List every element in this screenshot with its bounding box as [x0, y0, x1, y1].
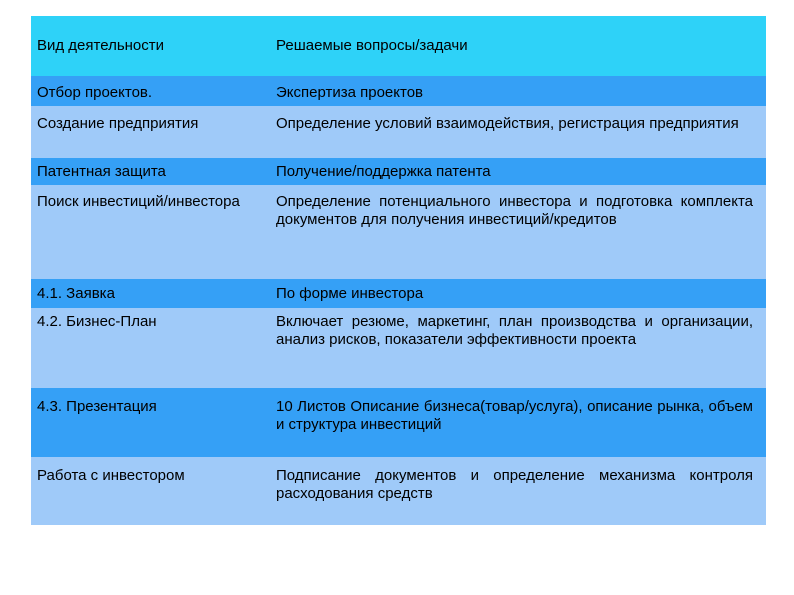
row-tasks: По форме инвестора	[276, 285, 424, 302]
table-row	[31, 106, 766, 158]
table-row	[31, 185, 766, 279]
row-tasks: Определение условий взаимодействия, регистрация предприятия	[276, 115, 739, 132]
row-tasks: Подписание документов и определение механизма контроля расходования средств	[276, 467, 753, 502]
header-activity: Вид деятельности	[37, 37, 165, 54]
table-header-row	[31, 16, 766, 76]
row-activity: 4.2. Бизнес-План	[37, 313, 157, 330]
table-row	[31, 457, 766, 525]
row-tasks: Экспертиза проектов	[276, 84, 424, 101]
row-activity: 4.3. Презентация	[37, 398, 157, 415]
table-row	[31, 279, 766, 308]
row-activity: Патентная защита	[37, 163, 166, 180]
row-activity: Работа с инвестором	[37, 467, 185, 484]
row-activity: 4.1. Заявка	[37, 285, 115, 302]
row-activity: Создание предприятия	[37, 115, 199, 132]
table-row	[31, 388, 766, 457]
activities-table	[31, 16, 766, 525]
table-row	[31, 308, 766, 388]
row-tasks: 10 Листов Описание бизнеса(товар/услуга), описание рынка, объем и структура инвестиций	[276, 398, 753, 433]
row-tasks: Включает резюме, маркетинг, план производства и организации, анализ рисков, показатели эффективности проекта	[276, 313, 753, 348]
row-tasks: Определение потенциального инвестора и подготовка комплекта документов для получения инвестиций/кредитов	[276, 193, 753, 228]
row-activity: Отбор проектов.	[37, 84, 153, 101]
header-tasks: Решаемые вопросы/задачи	[276, 37, 468, 54]
row-activity: Поиск инвестиций/инвестора	[37, 193, 240, 210]
table-row	[31, 158, 766, 185]
table-row	[31, 76, 766, 106]
row-tasks: Получение/поддержка патента	[276, 163, 491, 180]
